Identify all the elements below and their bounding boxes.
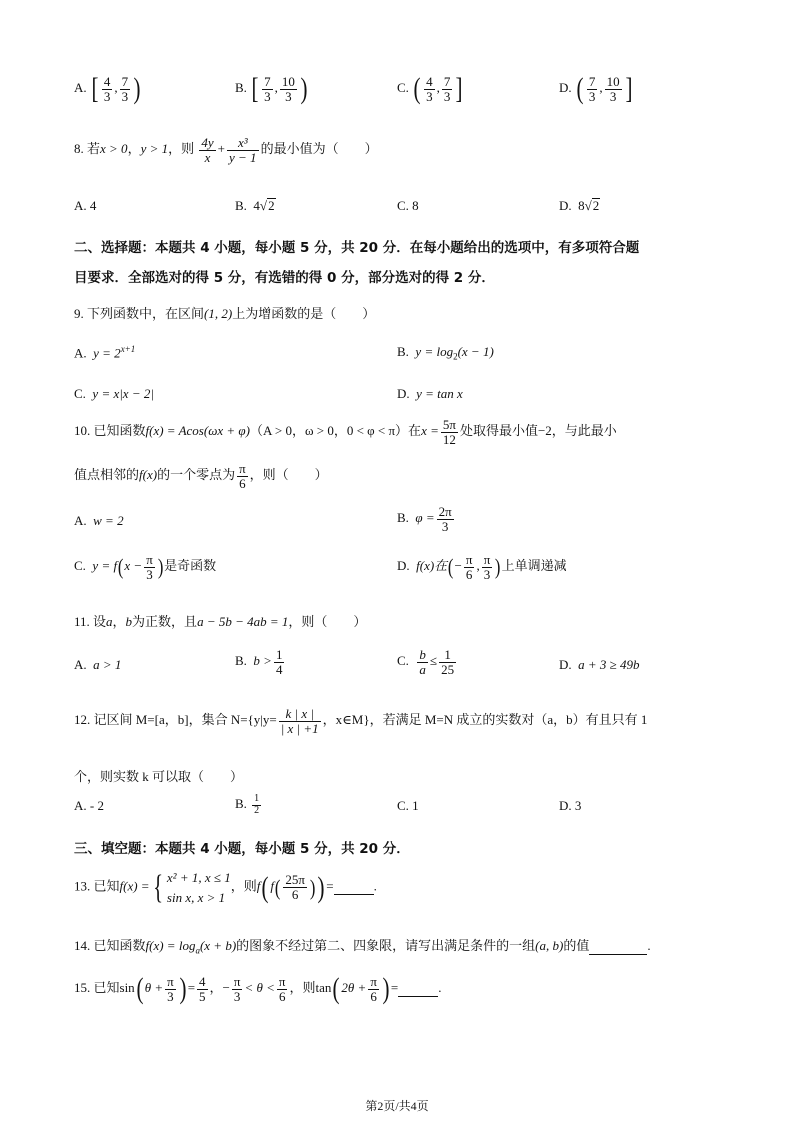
q11-option-a: A. a > 1	[74, 657, 122, 672]
q8-option-d: D. 8√2	[559, 198, 600, 213]
q9-option-d: D. y = tan x	[397, 386, 463, 401]
question-10-line2: 值点相邻的f(x)的一个零点为 $\frac{\pi}{6}$ ，则（ ）	[74, 461, 328, 491]
question-9: 9. 下列函数中，在区间(1, 2)上为增函数的是（ ）	[74, 306, 376, 321]
q11-option-b: B. b > $\frac{1}{4}$	[235, 647, 283, 677]
section-2-heading-line1: 二、选择题：本题共 4 小题，每小题 5 分，共 20 分．在每小题给出的选项中，有多项符合题	[74, 240, 640, 256]
q9-option-c: C. y = x|x − 2|	[74, 386, 154, 401]
q10-option-b: B. φ = $\frac{2\pi}{3}$	[397, 504, 452, 534]
q12-option-d: D. 3	[559, 798, 582, 813]
q10-option-a: A. w = 2	[74, 513, 124, 528]
section-2-heading-line2: 目要求．全部选对的得 5 分，有选错的得 0 分，部分选对的得 2 分．	[74, 270, 495, 286]
question-10-line1: 10. 已知函数f(x) = Acos(ωx + φ)（A > 0，ω > 0，0 < φ < π）在x = $\frac{5\pi}{12}$ 处取得最小值−2，与此最小	[74, 417, 617, 447]
question-12-line2: 个，则实数 k 可以取（ ）	[74, 769, 244, 784]
section-3-heading: 三、填空题：本题共 4 小题，每小题 5 分，共 20 分．	[74, 841, 410, 857]
q9-option-a: A. $y = 2^{x+1}$	[74, 344, 136, 361]
question-11: 11. 设a，b为正数，且a − 5b − 4ab = 1，则（ ）	[74, 614, 367, 629]
q8-option-a: A. 4	[74, 198, 97, 213]
q11-option-d: D. a + 3 ≥ 49b	[559, 657, 640, 672]
question-12-line1: 12. 记区间 M=[a，b]，集合 N={y|y= $\frac{k | x |}{| x | +1}$ ，x∈M}，若满足 M=N 成立的实数对（a，b）有且只有 1	[74, 706, 648, 736]
q7-option-a: A. [ $\frac{4}{3}$ , $\frac{7}{3}$ )	[74, 72, 141, 105]
q9-option-b: B. $y = \log_2(x - 1)$	[397, 344, 494, 362]
question-15: 15. 已知sin( θ + $\frac{\pi}{3}$ ) = $\frac{4}{5}$ ，− $\frac{\pi}{3}$ < θ < $\frac{\pi}{6}$ ，则tan( 2θ + $\frac{\pi}{6}$ ) = .	[74, 972, 442, 1005]
q8-option-c: C. 8	[397, 198, 419, 213]
q12-option-b: B. $\frac{1}{2}$	[235, 793, 260, 816]
q11-option-c: C. $\frac{b}{a}$ ≤ $\frac{1}{25}$	[397, 647, 455, 677]
q8-option-b: B. 4√2	[235, 198, 275, 213]
q10-option-d: D. f(x)在(− $\frac{\pi}{6}$ , $\frac{\pi}{3}$ )上单调递减	[397, 552, 567, 582]
page-number: 第2页/共4页	[365, 1099, 429, 1113]
q12-option-c: C. 1	[397, 798, 419, 813]
q7-option-c: C. ( $\frac{4}{3}$ , $\frac{7}{3}$ ]	[397, 72, 463, 105]
question-8: 8. 若x > 0，y > 1，则 $\frac{4y}{x}$ + $\frac{\text{x³}}{y - 1}$ 的最小值为（ ）	[74, 135, 378, 165]
q12-option-a: A. - 2	[74, 798, 104, 813]
q10-option-c: C. y = f(x − $\frac{\pi}{3}$ )是奇函数	[74, 552, 217, 582]
question-13: 13. 已知f(x) ={ x² + 1, x ≤ 1 sin x, x > 1 ，则f( f( $\frac{25\pi}{6}$ )) = .	[74, 868, 377, 906]
question-14: 14. 已知函数$f(x) = \log_a(x + b)$的图象不经过第二、四象限，请写出满足条件的一组(a, b)的值 .	[74, 938, 651, 956]
q7-option-b: B. [ $\frac{7}{3}$ , $\frac{10}{3}$ )	[235, 72, 308, 105]
q7-option-d: D. ( $\frac{7}{3}$ , $\frac{10}{3}$ ]	[559, 72, 633, 105]
